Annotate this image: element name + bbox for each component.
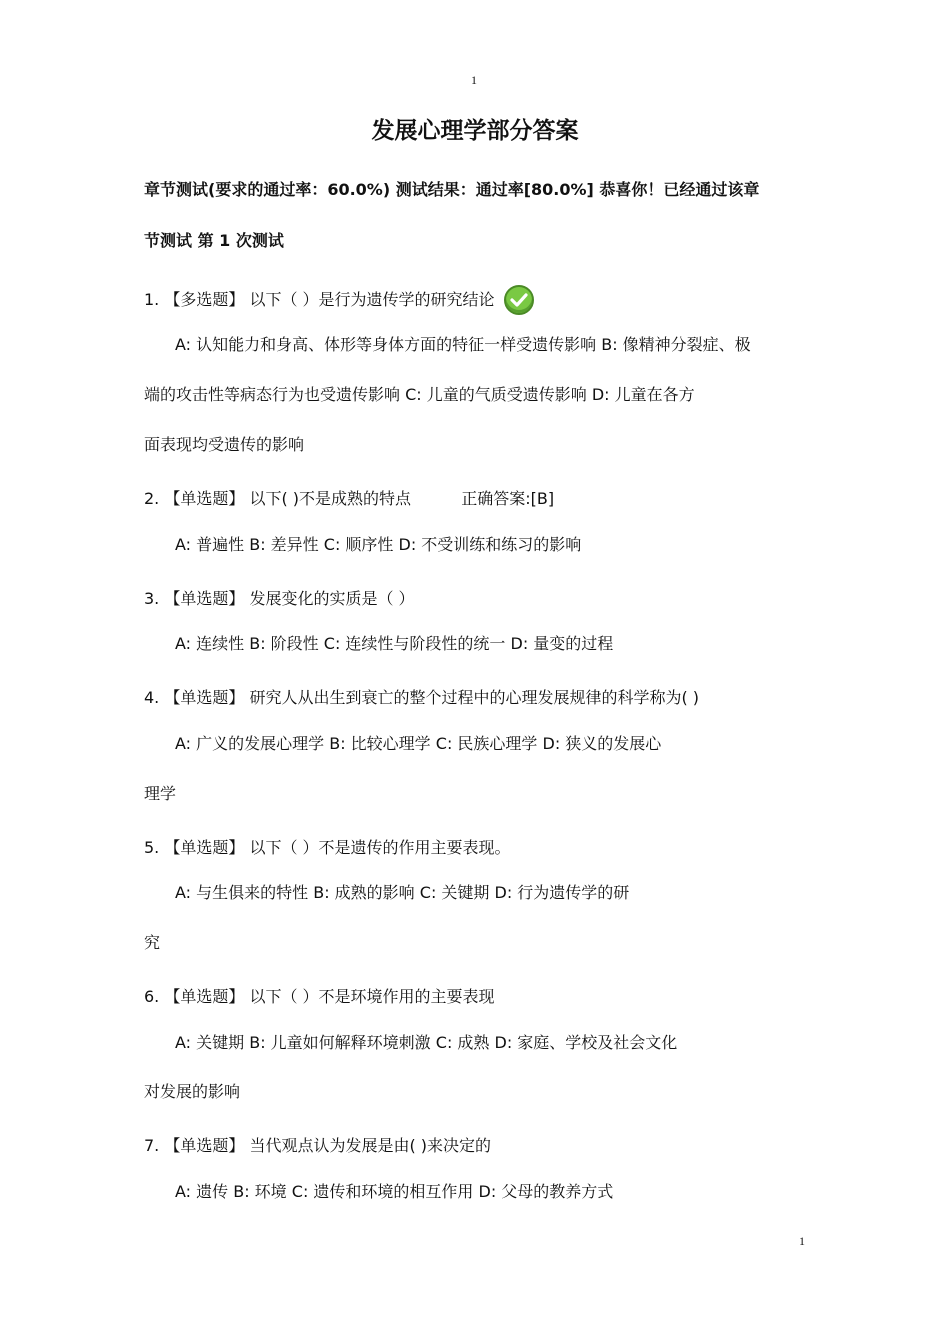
question-1-options-line: 端的攻击性等病态行为也受遗传影响 C: 儿童的气质受遗传影响 D: 儿童在各方 [144,385,695,404]
question-number: 6. [144,987,160,1006]
correct-answer: 正确答案:[B] [461,489,555,508]
question-7-options-line: A: 遗传 B: 环境 C: 遗传和环境的相互作用 D: 父母的教养方式 [175,1182,614,1201]
question-stem: 以下（ ）不是遗传的作用主要表现。 [249,838,511,857]
question-5 [144,835,511,858]
question-stem: 发展变化的实质是（ ） [249,589,415,608]
question-stem: 以下( )不是成熟的特点 [249,489,412,508]
question-number: 4. [144,688,160,707]
question-type: 【多选题】 [164,290,245,309]
question-number: 1. [144,290,160,309]
question-type: 【单选题】 [164,838,245,857]
document-title: 发展心理学部分答案 [371,118,579,144]
question-1-options-line: 面表现均受遗传的影响 [144,435,305,454]
question-2-options-line: A: 普遍性 B: 差异性 C: 顺序性 D: 不受训练和练习的影响 [175,535,582,554]
question-1-options-line: A: 认知能力和身高、体形等身体方面的特征一样受遗传影响 B: 像精神分裂症、极 [175,335,751,354]
question-stem: 以下（ ）是行为遗传学的研究结论 [249,290,495,309]
question-3-options-line: A: 连续性 B: 阶段性 C: 连续性与阶段性的统一 D: 量变的过程 [175,634,614,653]
page-number-bottom: 1 [799,1234,805,1248]
question-number: 3. [144,589,160,608]
question-stem: 研究人从出生到衰亡的整个过程中的心理发展规律的科学称为( ) [249,688,700,707]
page-number-top: 1 [471,73,477,87]
question-type: 【单选题】 [164,589,245,608]
question-type: 【单选题】 [164,1136,245,1155]
question-stem: 当代观点认为发展是由( )来决定的 [249,1136,492,1155]
question-2 [144,486,554,509]
question-number: 7. [144,1136,160,1155]
question-6-options-line: A: 关键期 B: 儿童如何解释环境刺激 C: 成熟 D: 家庭、学校及社会文化 [175,1033,678,1052]
question-stem: 以下（ ）不是环境作用的主要表现 [249,987,495,1006]
test-summary-line2: 节测试 第 1 次测试 [144,231,284,250]
question-4-options-line: A: 广义的发展心理学 B: 比较心理学 C: 民族心理学 D: 狭义的发展心 [175,734,662,753]
question-4 [144,685,699,708]
question-type: 【单选题】 [164,987,245,1006]
question-number: 5. [144,838,160,857]
check-circle-icon [504,285,534,315]
question-5-options-line: 究 [144,933,161,952]
question-3 [144,586,415,609]
question-number: 2. [144,489,160,508]
test-summary-line1: 章节测试(要求的通过率：60.0%) 测试结果：通过率[80.0%] 恭喜你！已经通过该章 [144,180,760,199]
question-4-options-line: 理学 [144,784,177,803]
question-6 [144,984,495,1007]
question-5-options-line: A: 与生俱来的特性 B: 成熟的影响 C: 关键期 D: 行为遗传学的研 [175,883,630,902]
question-1 [144,285,534,315]
question-type: 【单选题】 [164,489,245,508]
question-7 [144,1133,491,1156]
question-type: 【单选题】 [164,688,245,707]
question-6-options-line: 对发展的影响 [144,1082,241,1101]
